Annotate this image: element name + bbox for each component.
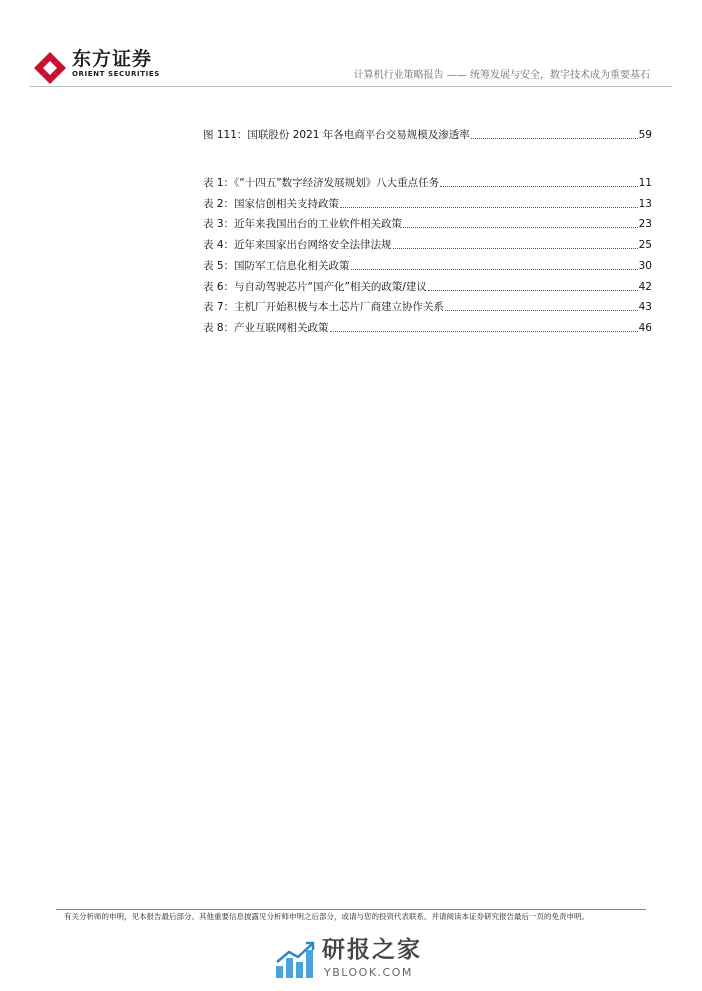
- orient-securities-logo-icon: [32, 50, 68, 86]
- toc-entry-table-6[interactable]: [203, 278, 652, 294]
- toc-dot-leader: [403, 227, 638, 228]
- toc-entry-label: 表 4：近年来国家出台网络安全法律法规: [203, 239, 392, 251]
- toc-entry-page: 25: [638, 239, 652, 251]
- toc-dot-leader: [340, 207, 638, 208]
- toc-entry-page: 46: [638, 322, 652, 334]
- toc-entry-page: 42: [638, 281, 652, 293]
- toc-entry-table-8[interactable]: [203, 319, 652, 335]
- toc-entry-table-4[interactable]: [203, 236, 652, 252]
- toc-dot-leader: [445, 310, 638, 311]
- toc-dot-leader: [393, 248, 638, 249]
- toc-entry-label: 表 1：《“十四五”数字经济发展规划》八大重点任务: [203, 177, 440, 189]
- toc-dot-leader: [351, 269, 638, 270]
- toc-entry-page: 59: [638, 129, 652, 141]
- toc-entry-label: 表 5：国防军工信息化相关政策: [203, 260, 350, 272]
- bar-chart-icon: [274, 940, 316, 980]
- toc-entry-page: 30: [638, 260, 652, 272]
- toc-entry-label: 表 3：近年来我国出台的工业软件相关政策: [203, 218, 403, 230]
- footer-divider: [56, 909, 646, 910]
- toc-dot-leader: [471, 138, 638, 139]
- toc-entry-table-2[interactable]: [203, 195, 652, 211]
- toc-entry-table-7[interactable]: [203, 298, 652, 314]
- toc-entry-page: 11: [638, 177, 652, 189]
- toc-dot-leader: [428, 290, 638, 291]
- toc-entry-label: 表 8：产业互联网相关政策: [203, 322, 329, 334]
- brand-name-cn: 东方证券: [72, 48, 153, 70]
- toc-entry-page: 23: [638, 218, 652, 230]
- report-title: 计算机行业策略报告 —— 统筹发展与安全，数字技术成为重要基石: [353, 70, 650, 81]
- brand-name-en: ORIENT SECURITIES: [72, 70, 160, 78]
- toc-dot-leader: [440, 186, 637, 187]
- watermark-url: YBLOOK.COM: [324, 966, 413, 979]
- toc-entry-label: 图 111：国联股份 2021 年各电商平台交易规模及渗透率: [203, 129, 470, 141]
- watermark-name: 研报之家: [322, 937, 422, 963]
- toc-entry-table-5[interactable]: [203, 257, 652, 273]
- toc-entry-label: 表 7：主机厂开始积极与本土芯片厂商建立协作关系: [203, 301, 445, 313]
- toc-entry-page: 13: [638, 198, 652, 210]
- toc-dot-leader: [330, 331, 638, 332]
- toc-entry-label: 表 2：国家信创相关支持政策: [203, 198, 340, 210]
- toc-entry-figure-111[interactable]: [203, 126, 652, 142]
- toc-entry-table-1[interactable]: [203, 174, 652, 190]
- footer-disclaimer: 有关分析师的申明，见本报告最后部分。其他重要信息披露见分析师申明之后部分，或请与您的投资代表联系。并请阅读本证券研究报告最后一页的免责申明。: [64, 912, 589, 921]
- header-divider: [30, 86, 672, 87]
- toc-entry-page: 43: [638, 301, 652, 313]
- toc-entry-label: 表 6：与自动驾驶芯片“国产化”相关的政策/建议: [203, 281, 427, 293]
- toc-entry-table-3[interactable]: [203, 215, 652, 231]
